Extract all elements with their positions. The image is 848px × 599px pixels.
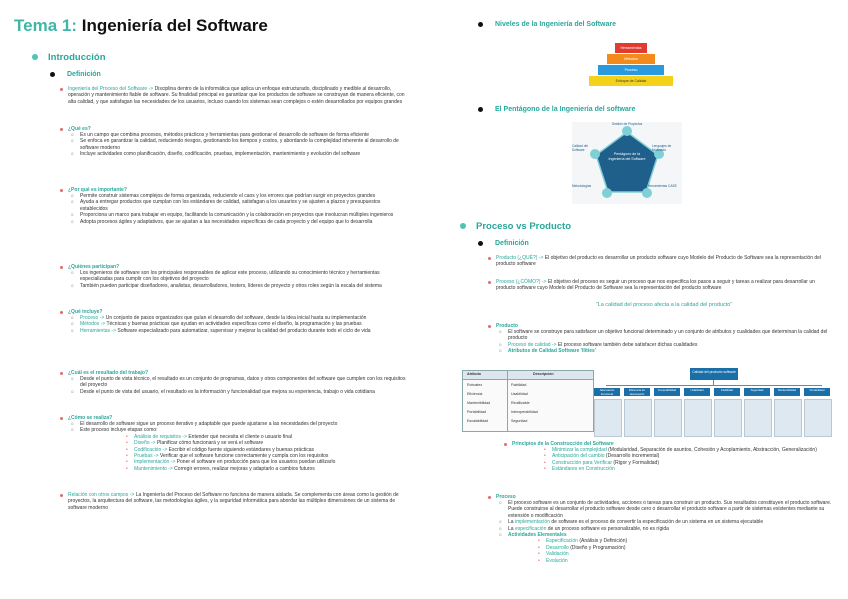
list-item: o Proporciona un marco para trabajar en equipo, facilitando la comunicación y la colaboración en proyectos que involucran múltiples ingenieros xyxy=(68,212,408,218)
definicion-heading: Definición xyxy=(50,71,101,78)
list-item: o Adopta procesos ágiles y adaptativos, que se ajustan a las necesidades específicas de cada proyecto y del equipo que lo desarrolla xyxy=(68,219,408,225)
bullet-icon xyxy=(32,54,38,60)
proceso-def: Proceso (¿CÓMO?) -> El objetivo del proceso es seguir un proceso que nos especifica los pasos a seguir y tareas a realizar para desarrollar un producto software cuyo Modelo del Producto de Software sea la representación del producto software xyxy=(496,279,832,292)
stage-item: • Pruebas -> Verificar que el software funcione correctamente y cumpla con los requisitos xyxy=(124,453,408,459)
table-cell: Reutilizable xyxy=(511,401,530,405)
iso-branch: Adecuación Funcional xyxy=(594,388,620,396)
pentagono-heading: El Pentágono de la Ingeniería del software xyxy=(478,106,635,113)
list-item: o Atributos de Calidad Software 'Ilities' xyxy=(496,348,832,354)
table-cell: Interoperabilidad xyxy=(511,410,538,414)
list-item: o La especificación de un proceso software es personalizable, no es rígida xyxy=(496,526,834,532)
pyramid-level: Proceso xyxy=(598,65,664,75)
table-cell: Fiabilidad xyxy=(511,383,527,387)
activity-item: • Validación xyxy=(536,551,834,557)
stage-item: • Codificación -> Escribir el código fuente siguiendo estándares y buenas prácticas xyxy=(124,447,408,453)
producto-def: Producto (¿QUÉ?) -> El objetivo del producto es desarrollar un producto software cuyo Modelo del Producto de Software sea la representación del producto software xyxy=(496,255,832,268)
que-incluye-section: ¿Qué incluye? o Proceso -> Un conjunto de pasos organizados que guían el desarrollo del software, desde la idea inicial hasta su implementación o Métodos -> Técnicas y buenas prácticas que ayudan en actividades específicas como el diseño, la programación y las pruebas o Herramientas -> Software especializado para automatizar, supervisar y mejorar la calidad del producto durante todo el ciclo de vida xyxy=(68,309,408,334)
list-item: o También pueden participar diseñadores, analistas, desarrolladores, testers, líderes de proyecto y otros roles según la escala del sistema xyxy=(68,283,408,289)
stage-item: • Mantenimiento -> Corregir errores, realizar mejoras y adaptarlo a cambios futuros xyxy=(124,466,408,472)
stage-item: • Implementación -> Poner el software en producción para que los usuarios puedan utilizarlo xyxy=(124,459,408,465)
stage-item: • Análisis de requisitos -> Entender qué necesita el cliente o usuario final xyxy=(124,434,408,440)
resultado-section: ¿Cuál es el resultado del trabajo? o Desde el punto de vista técnico, el resultado es un conjunto de programas, datos y otros componentes del software que cumplen con los requisitos del proyecto o Desde el punto de vista del usuario, el resultado es la información y funcionalidad que mejora su experiencia, trabajo o vida cotidiana xyxy=(68,370,408,395)
list-item: o Incluye actividades como planificación, diseño, codificación, pruebas, implementación, mantenimiento y evolución del software xyxy=(68,151,408,157)
principios-section: Principios de la Construcción del Software • Minimizar la complejidad (Modularidad, Separación de asuntos, Cohesión y Acoplamiento, Abstracción, Generalización) • Anticipación del cambio (Desarrollo incremental) • Construcción para Verificar (Rigor y Formalidad) • Estándares en Construcción xyxy=(512,441,834,473)
list-item: o Proceso -> Un conjunto de pasos organizados que guían el desarrollo del software, desde la idea inicial hasta su implementación xyxy=(68,315,408,321)
activity-item: • Desarrollo (Diseño y Programación) xyxy=(536,545,834,551)
pentagon-diagram: Pentágono de la Ingeniería del Software Gestión de Proyectos Lenguajes de Modelado Herramientas CASE Metodologías Calidad del Software xyxy=(572,122,682,204)
quienes-section: ¿Quiénes participan? o Los ingenieros de software son los principales responsables de aplicar este proceso, utilizando su conocimiento técnico y herramientas especializadas para cumplir con los objetivos del proyecto o También pueden participar diseñadores, analistas, desarrolladores, testers, líderes de proyecto y otros roles según la escala del sistema xyxy=(68,264,408,289)
list-item: o Desde el punto de vista técnico, el resultado es un conjunto de programas, datos y otros componentes del software que cumplen con los requisitos del proyecto xyxy=(68,376,408,389)
list-item: • Anticipación del cambio (Desarrollo incremental) xyxy=(542,453,834,459)
quality-quote: "La calidad del proceso afecta a la calidad del producto" xyxy=(595,302,733,308)
bullet-icon xyxy=(478,107,483,112)
list-item: o Permite construir sistemas complejos de forma organizada, reduciendo el caos y los errores que podrían surgir en proyectos grandes xyxy=(68,193,408,199)
activity-item: • Especificación (Análisis y Definición) xyxy=(536,538,834,544)
iso-branch: Usabilidad xyxy=(684,388,710,396)
list-item: o Ayuda a entregar productos que cumplan con los estándares de calidad, satisfagan a los usuarios y se ajusten a plazos y presupuestos establecidos xyxy=(68,199,408,212)
list-item: o Desde el punto de vista del usuario, el resultado es la información y funcionalidad que mejora su experiencia, trabajo o vida cotidiana xyxy=(68,389,408,395)
producto-section: Producto o El software se construye para satisfacer un objetivo funcional determinado y un conjunto de atributos y cualidades que determinan la calidad del producto o Proceso de calidad -> El proceso software también debe satisfacer dichas cualidades o Atributos de Calidad Software 'Ilities' xyxy=(496,323,832,355)
table-cell: Usabilidad xyxy=(511,392,528,396)
list-item: o Proceso de calidad -> El proceso software también debe satisfacer dichas cualidades xyxy=(496,342,832,348)
iso-root: Calidad del producto software xyxy=(690,368,738,380)
porque-section: ¿Por qué es importante? o Permite construir sistemas complejos de forma organizada, reduciendo el caos y los errores que podrían surgir en proyectos grandes o Ayuda a entregar productos que cumplan con los estándares de calidad, satisfagan a los usuarios y se ajusten a plazos y presupuestos establecidos o Proporciona un marco para trabajar en equipo, facilitando la comunicación y la colaboración en proyectos que involucran múltiples ingenieros o Adopta procesos ágiles y adaptativos, que se ajustan a las necesidades específicas de cada proyecto y del equipo que lo desarrolla xyxy=(68,187,408,225)
bullet-icon xyxy=(50,72,55,77)
bullet-icon xyxy=(478,22,483,27)
table-cell: Mantenibilidad xyxy=(467,401,491,405)
list-item: o Herramientas -> Software especializado para automatizar, supervisar y mejorar la calidad del producto durante todo el ciclo de vida xyxy=(68,328,408,334)
list-item: • Minimizar la complejidad (Modularidad, Separación de asuntos, Cohesión y Acoplamiento, Abstracción, Generalización) xyxy=(542,447,834,453)
table-cell: Seguridad xyxy=(511,419,528,423)
iso-branch: Fiabilidad xyxy=(714,388,740,396)
relacion-paragraph: Relación con otros campos -> La Ingeniería del Proceso del Software no funciona de manera aislada. Se complementa con áreas como la gestión de proyectos, la arquitectura del software, las metodologías ágiles, y la seguridad informática para abordar las múltiples dimensiones de un sistema de software moderno xyxy=(68,492,408,511)
page-title: Tema 1: Ingeniería del Software xyxy=(14,16,268,35)
intro-heading: Introducción xyxy=(32,52,106,63)
quality-attributes-table: Atributo Descripción Robustez Fiabilidad Eficiencia Usabilidad Mantenibilidad Reutilizable Portabilidad Interoperabilidad Escalabilidad Seguridad xyxy=(462,370,594,432)
niveles-heading: Niveles de la Ingeniería del Software xyxy=(478,21,616,28)
pvp-def-heading: Definición xyxy=(478,240,529,247)
pyramid-level: Herramientas xyxy=(615,43,647,53)
list-item: o El software se construye para satisfacer un objetivo funcional determinado y un conjunto de atributos y cualidades que determinan la calidad del producto xyxy=(496,329,832,342)
iso-branch: Mantenibilidad xyxy=(774,388,800,396)
que-es-section: ¿Qué es? o Es un campo que combina procesos, métodos prácticos y herramientas para gestionar el desarrollo de software de forma eficiente o Se enfoca en garantizar la calidad, reduciendo riesgos, gestionando los tiempos y costos, y abordando la complejidad inherente al desarrollo de software moderno o Incluye actividades como planificación, diseño, codificación, pruebas, implementación, mantenimiento y evolución del software xyxy=(68,126,408,158)
list-item: • Construcción para Verificar (Rigor y Formalidad) xyxy=(542,460,834,466)
levels-pyramid xyxy=(586,41,676,91)
activity-item: • Evolución xyxy=(536,558,834,564)
table-cell: Escalabilidad xyxy=(467,419,489,423)
como-section: ¿Cómo se realiza? o El desarrollo de software sigue un proceso iterativo y adaptable que puede ajustarse a las necesidades del proyecto o Este proceso incluye etapas como: • Análisis de requisitos -> Entender qué necesita el cliente o usuario final • Diseño -> Planificar cómo funcionará y se verá el software • Codificación -> Escribir el código fuente siguiendo estándares y buenas prácticas • Pruebas -> Verificar que el software funcione correctamente y cumpla con los requisitos • Implementación -> Poner el software en producción para que los usuarios puedan utilizarlo • Mantenimiento -> Corregir errores, realizar mejoras y adaptarlo a cambios futuros xyxy=(68,415,408,472)
table-cell: Portabilidad xyxy=(467,410,486,414)
list-item: o Se enfoca en garantizar la calidad, reduciendo riesgos, gestionando los tiempos y costos, y abordando la complejidad inherente al desarrollo de software moderno xyxy=(68,138,408,151)
list-item: o El proceso software es un conjunto de actividades, acciones o tareas para construir un producto. Sus resultados constituyen el producto software. Puede construirse al desarrollar el producto software desde cero o desarrollar el producto software a partir de sistemas existentes mediante su extensión o modificación xyxy=(496,500,834,519)
table-cell: Eficiencia xyxy=(467,392,483,396)
iso-branch: Portabilidad xyxy=(804,388,830,396)
list-item: o Los ingenieros de software son los principales responsables de aplicar este proceso, utilizando su conocimiento técnico y herramientas especializadas para cumplir con los objetivos del proyecto xyxy=(68,270,408,283)
iso-quality-chart xyxy=(594,368,836,438)
table-cell: Robustez xyxy=(467,383,483,387)
pvp-heading: Proceso vs Producto xyxy=(460,221,571,232)
bullet-icon xyxy=(460,223,466,229)
list-item: o Este proceso incluye etapas como: xyxy=(68,427,408,433)
list-item: o Es un campo que combina procesos, métodos prácticos y herramientas para gestionar el desarrollo de software de forma eficiente xyxy=(68,132,408,138)
list-item: o La implementación de software es el proceso de convertir la especificación de un sistema en un sistema ejecutable xyxy=(496,519,834,525)
pentagon-shape xyxy=(572,122,682,204)
pyramid-level: Métodos xyxy=(607,54,655,64)
iso-branch: Compatibilidad xyxy=(654,388,680,396)
iso-branch: Seguridad xyxy=(744,388,770,396)
list-item: o Métodos -> Técnicas y buenas prácticas que ayudan en actividades específicas como el diseño, la programación y las pruebas xyxy=(68,321,408,327)
proceso-section: Proceso o El proceso software es un conjunto de actividades, acciones o tareas para construir un producto. Sus resultados constituyen el producto software. Puede construirse al desarrollar el producto software desde cero o desarrollar el producto software a partir de sistemas existentes mediante su extensión o modificación o La implementación de software es el proceso de convertir la especificación de un sistema en un sistema ejecutable o La especificación de un proceso software es personalizable, no es rígida o Actividades Elementales • Especificación (Análisis y Definición) • Desarrollo (Diseño y Programación) • Validación • Evolución xyxy=(496,494,834,564)
stage-item: • Diseño -> Planificar cómo funcionará y se verá el software xyxy=(124,440,408,446)
list-item: o El desarrollo de software sigue un proceso iterativo y adaptable que puede ajustarse a las necesidades del proyecto xyxy=(68,421,408,427)
bullet-icon xyxy=(478,241,483,246)
list-item: o Actividades Elementales xyxy=(496,532,834,538)
iso-branch: Eficiencia de desempeño xyxy=(624,388,650,396)
list-item: • Estándares en Construcción xyxy=(542,466,834,472)
pyramid-level: Enfoque de Calidad xyxy=(589,76,673,86)
definicion-paragraph: Ingeniería del Proceso del Software -> Disciplina dentro de la informática que aplica un enfoque estructurado, disciplinado y medible al desarrollo, operación y mantenimiento fiable de software. Su finalidad principal es garantizar que los productos de software se construyan de manera eficiente, con alta calidad, y que satisfagan las necesidades de los usuarios, incluso cuando los sistemas sean complejos o estén desarrollados por equipos grandes xyxy=(68,86,406,105)
